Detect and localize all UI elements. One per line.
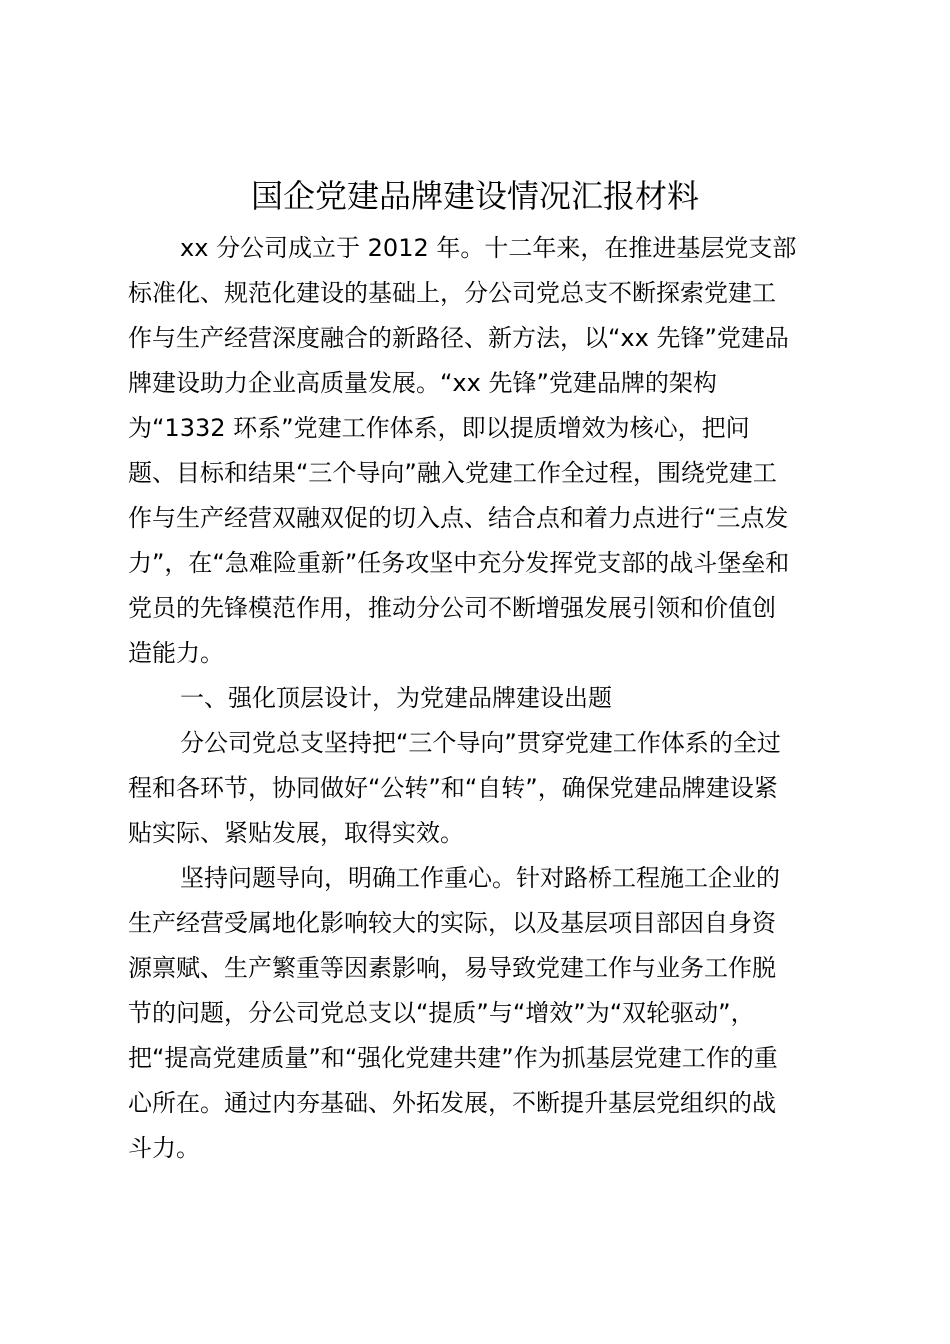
text-line: xx 分公司成立于 2012 年。十二年来，在推进基层党支部: [180, 234, 797, 262]
text-line: 牌建设助力企业高质量发展。“xx 先锋”党建品牌的架构: [128, 369, 717, 397]
text-line: 作与生产经营深度融合的新路径、新方法，以“xx 先锋”党建品: [128, 324, 789, 352]
paragraph-problem-orientation: [128, 856, 831, 1171]
section-heading-text: 一、强化顶层设计，为党建品牌建设出题: [180, 684, 612, 712]
text-line: 为“1332 环系”党建工作体系，即以提质增效为核心，把问: [128, 414, 750, 442]
text-line: 坚持问题导向，明确工作重心。针对路桥工程施工企业的: [180, 864, 780, 892]
section-heading: [128, 676, 831, 721]
text-line: 造能力。: [128, 639, 224, 667]
paragraph-intro: [128, 226, 831, 676]
text-line: 生产经营受属地化影响较大的实际，以及基层项目部因自身资: [128, 909, 776, 937]
text-line: 程和各环节，协同做好“公转”和“自转”，确保党建品牌建设紧: [128, 774, 778, 802]
paragraph-overview: [128, 721, 831, 856]
text-line: 把“提高党建质量”和“强化党建共建”作为抓基层党建工作的重: [128, 1044, 778, 1072]
text-line: 作与生产经营双融双促的切入点、结合点和着力点进行“三点发: [128, 504, 789, 532]
text-line: 心所在。通过内夯基础、外拓发展，不断提升基层党组织的战: [128, 1089, 776, 1117]
document-body: [128, 226, 831, 1171]
text-line: 斗力。: [128, 1134, 200, 1162]
document-title: 国企党建品牌建设情况汇报材料: [250, 177, 699, 215]
text-line: 标准化、规范化建设的基础上，分公司党总支不断探索党建工: [128, 279, 776, 307]
text-line: 节的问题，分公司党总支以“提质”与“增效”为“双轮驱动”，: [128, 999, 755, 1027]
text-line: 题、目标和结果“三个导向”融入党建工作全过程，围绕党建工: [128, 459, 777, 487]
text-line: 党员的先锋模范作用，推动分公司不断增强发展引领和价值创: [128, 594, 776, 622]
text-line: 贴实际、紧贴发展，取得实效。: [128, 819, 464, 847]
text-line: 力”，在“急难险重新”任务攻坚中充分发挥党支部的战斗堡垒和: [128, 549, 790, 577]
text-line: 分公司党总支坚持把“三个导向”贯穿党建工作体系的全过: [180, 729, 781, 757]
text-line: 源禀赋、生产繁重等因素影响，易导致党建工作与业务工作脱: [128, 954, 776, 982]
